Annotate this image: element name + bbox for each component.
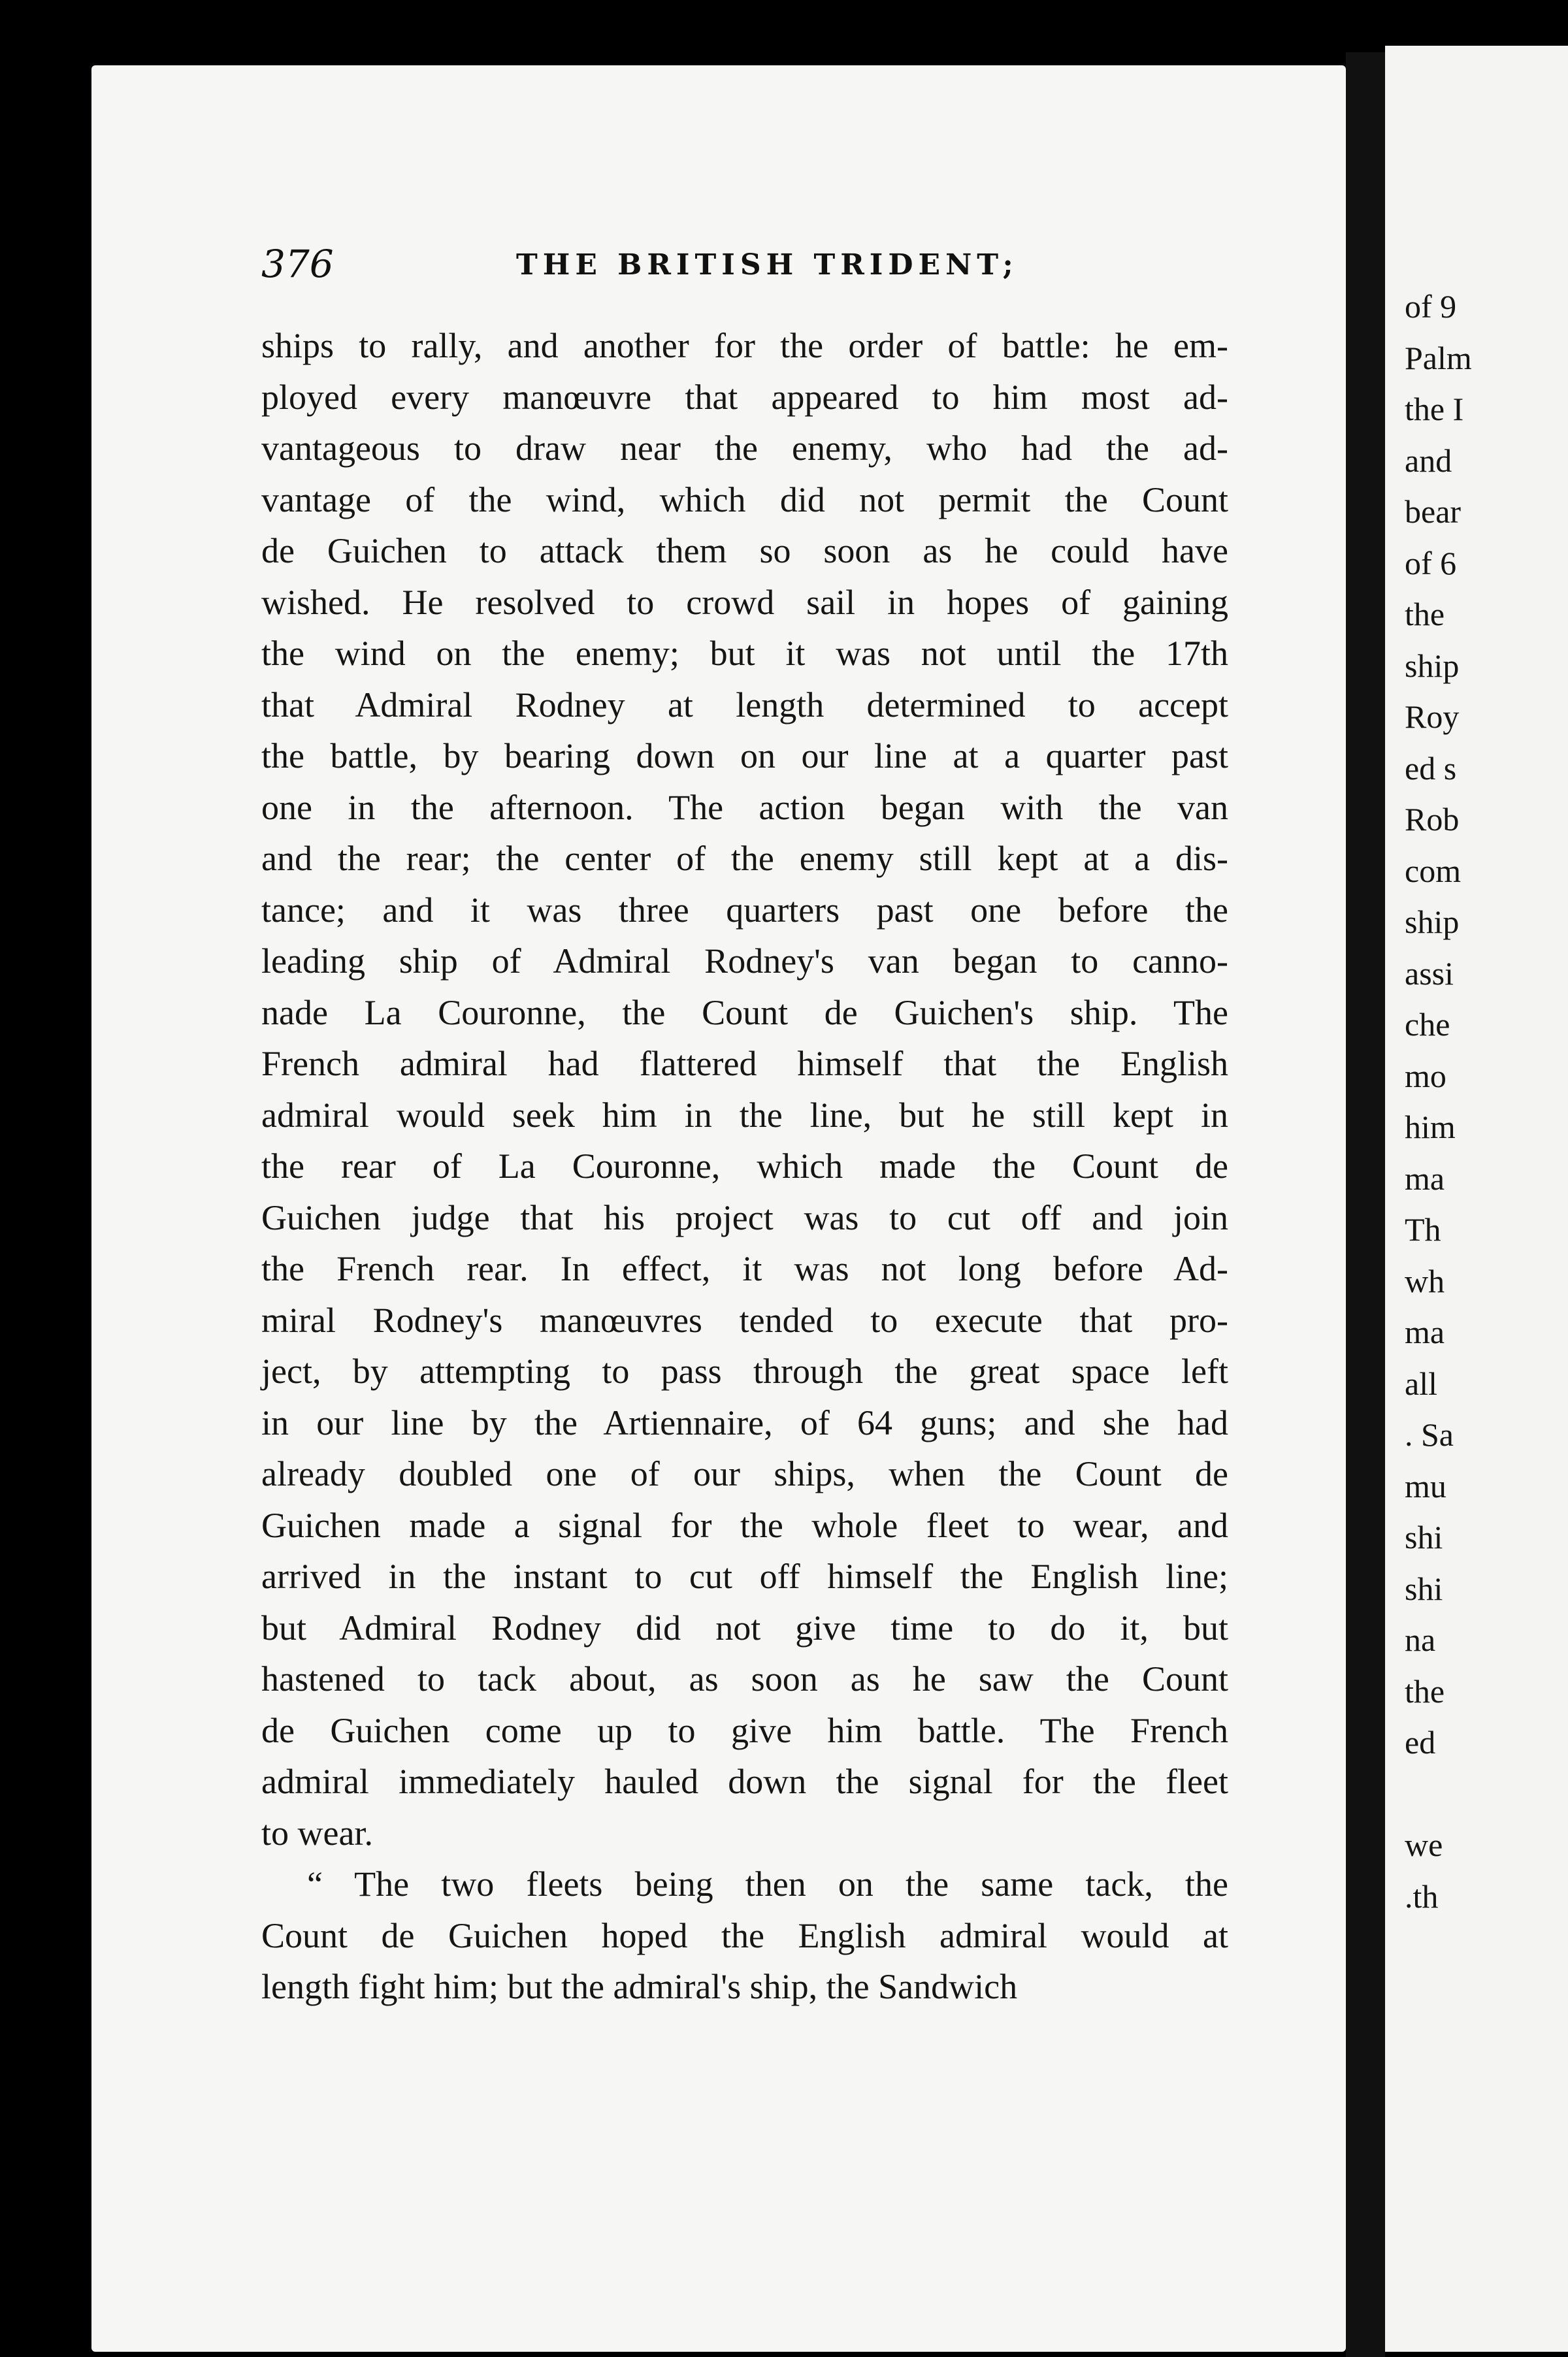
text-line: and the rear; the center of the enemy still kept at a dis- — [261, 839, 1228, 878]
text-line: hastened to tack about, as soon as he saw the Count — [261, 1659, 1228, 1699]
book-gutter — [1346, 52, 1385, 2357]
facing-text-fragment: na — [1405, 1621, 1436, 1658]
text-line: one in the afternoon. The action began with the van — [261, 787, 1228, 827]
facing-text-fragment: ma — [1405, 1160, 1445, 1197]
facing-text-fragment: Roy — [1405, 698, 1460, 735]
text-line: admiral immediately hauled down the signal for the fleet — [261, 1762, 1228, 1801]
facing-text-fragment: bear — [1405, 493, 1462, 530]
text-line: the rear of La Couronne, which made the Count de — [261, 1146, 1228, 1186]
facing-text-fragment: shi — [1405, 1519, 1443, 1555]
facing-text-fragment: and — [1405, 442, 1452, 479]
running-head — [261, 242, 1235, 287]
facing-text-fragment: . Sa — [1405, 1416, 1454, 1453]
facing-text-fragment: of 9 — [1405, 288, 1457, 325]
text-line: Guichen judge that his project was to cut off and join — [261, 1197, 1228, 1237]
text-line: French admiral had flattered himself that the English — [261, 1044, 1228, 1083]
facing-text-fragment: .th — [1405, 1877, 1439, 1915]
facing-text-fragment: ship — [1405, 903, 1460, 940]
facing-text-fragment: Rob — [1405, 801, 1460, 837]
facing-text-fragment: assi — [1405, 954, 1454, 992]
text-line: the wind on the enemy; but it was not until the 17th — [261, 634, 1228, 673]
text-line: vantage of the wind, which did not permit the Count — [261, 480, 1228, 519]
text-line: “ The two fleets being then on the same tack, the — [307, 1864, 1228, 1904]
text-line: Count de Guichen hoped the English admiral would at — [261, 1915, 1228, 1955]
facing-text-fragment: ed — [1405, 1724, 1436, 1761]
body-text — [261, 320, 1228, 2013]
text-line: ject, by attempting to pass through the great space left — [261, 1352, 1228, 1391]
text-line: already doubled one of our ships, when the Count de — [261, 1454, 1228, 1493]
text-line: ships to rally, and another for the order of battle: he em- — [261, 326, 1228, 365]
facing-text-fragment: ship — [1405, 647, 1460, 684]
text-line: arrived in the instant to cut off himself the English line; — [261, 1557, 1228, 1596]
text-line: wished. He resolved to crowd sail in hopes of gaining — [261, 582, 1228, 622]
text-line: Guichen made a signal for the whole fleet to wear, and — [261, 1505, 1228, 1545]
text-line: nade La Couronne, the Count de Guichen's ship. The — [261, 992, 1228, 1032]
facing-text-fragment: of 6 — [1405, 544, 1457, 581]
text-line: de Guichen come up to give him battle. The French — [261, 1710, 1228, 1750]
text-line: the French rear. In effect, it was not long before Ad- — [261, 1249, 1228, 1288]
text-line: leading ship of Admiral Rodney's van began to canno- — [261, 941, 1228, 981]
facing-text-fragment: all — [1405, 1365, 1437, 1402]
text-line: but Admiral Rodney did not give time to do it, but — [261, 1608, 1228, 1648]
text-line: vantageous to draw near the enemy, who had the ad- — [261, 429, 1228, 468]
facing-text-fragment: we — [1405, 1827, 1443, 1863]
facing-text-fragment: Th — [1405, 1211, 1441, 1248]
text-line: de Guichen to attack them so soon as he could have — [261, 531, 1228, 570]
facing-text-fragment: the I — [1405, 391, 1464, 427]
text-line: to wear. — [261, 1813, 373, 1853]
text-line: the battle, by bearing down on our line at a quarter past — [261, 736, 1228, 775]
text-line: ployed every manœuvre that appeared to him most ad- — [261, 377, 1228, 417]
facing-text-fragment: Palm — [1405, 339, 1472, 376]
facing-text-fragment: che — [1405, 1006, 1450, 1043]
text-line: tance; and it was three quarters past one before the — [261, 890, 1228, 930]
facing-text-fragment: him — [1405, 1109, 1456, 1145]
facing-text-fragment: ed s — [1405, 749, 1457, 787]
page-number: 376 — [261, 242, 334, 286]
facing-text-fragment: the — [1405, 596, 1445, 632]
text-line: in our line by the Artiennaire, of 64 guns; and she had — [261, 1403, 1228, 1442]
text-line: admiral would seek him in the line, but he still kept in — [261, 1095, 1228, 1135]
facing-text-fragment: the — [1405, 1672, 1445, 1710]
facing-text-fragment: wh — [1405, 1262, 1445, 1299]
text-line: miral Rodney's manœuvres tended to execute that pro- — [261, 1300, 1228, 1340]
facing-text-fragment: mu — [1405, 1467, 1446, 1504]
facing-text-fragment: com — [1405, 852, 1462, 889]
facing-text-fragment: mo — [1405, 1057, 1446, 1094]
text-line: that Admiral Rodney at length determined to accept — [261, 685, 1228, 724]
running-title: THE BRITISH TRIDENT; — [516, 248, 1019, 282]
facing-text-fragment: ma — [1405, 1314, 1445, 1350]
facing-page-text — [1405, 281, 1568, 1922]
text-line: length fight him; but the admiral's ship, the Sandwich — [261, 1967, 1018, 2006]
facing-text-fragment: shi — [1405, 1570, 1443, 1607]
